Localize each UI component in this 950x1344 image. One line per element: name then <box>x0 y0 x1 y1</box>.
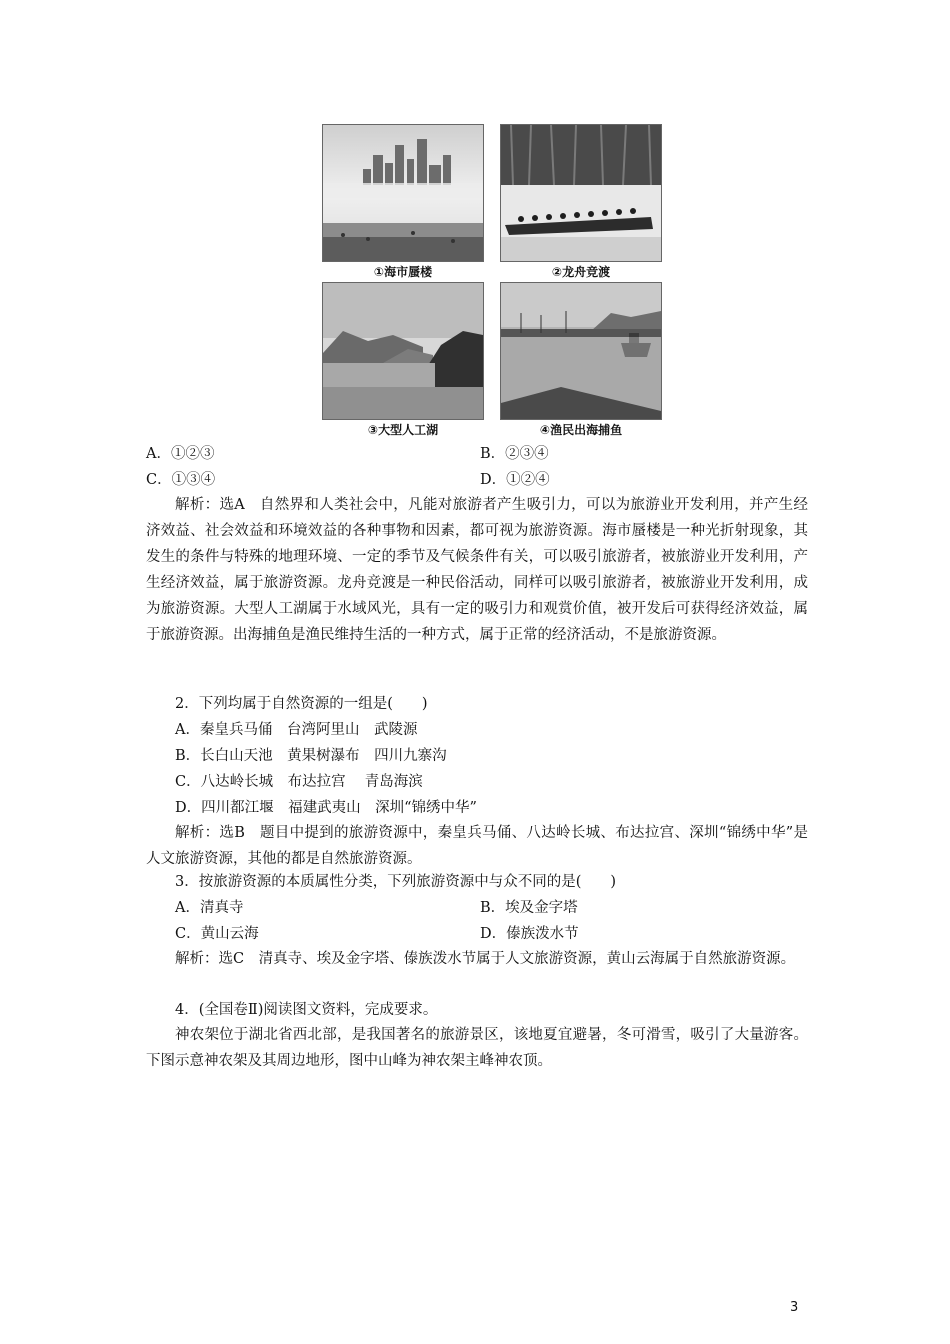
dragon-boat-image <box>500 124 662 262</box>
photo-fishing <box>500 282 662 440</box>
q1-analysis: 解析：选A 自然界和人类社会中，凡能对旅游者产生吸引力，可以为旅游业开发利用，并产生经济效益、社会效益和环境效益的各种事物和因素，都可视为旅游资源。海市蜃楼是一种光折射现象，其发生的条件与特殊的地理环境、一定的季节及气候条件有关，可以吸引旅游者，被旅游业开发利用，产生经济效益，属于旅游资源。龙舟竞渡是一种民俗活动，同样可以吸引旅游者，被旅游业开发利用，成为旅游资源。大型人工湖属于水域风光，具有一定的吸引力和观赏价值，被开发后可获得经济效益，属于旅游资源。出海捕鱼是渔民维持生活的一种方式，属于正常的经济活动，不是旅游资源。 <box>146 497 808 643</box>
q3-option-c: C．黄山云海 <box>175 926 259 942</box>
q3-option-b: B．埃及金字塔 <box>480 900 578 916</box>
q2-option-c: C．八达岭长城 布达拉宫 青岛海滨 <box>175 774 423 790</box>
q1-option-d: D．①②④ <box>480 472 550 488</box>
caption-4: ④渔民出海捕鱼 <box>539 423 623 437</box>
q2-option-b: B．长白山天池 黄果树瀑布 四川九寨沟 <box>175 748 447 764</box>
q3-analysis: 解析：选C 清真寺、埃及金字塔、傣族泼水节属于人文旅游资源，黄山云海属于自然旅游资源。 <box>175 951 796 967</box>
q4-material: 神农架位于湖北省西北部，是我国著名的旅游景区，该地夏宜避暑，冬可滑雪，吸引了大量游客。下图示意神农架及其周边地形，图中山峰为神农架主峰神农顶。 <box>146 1027 808 1069</box>
q1-option-a: A．①②③ <box>146 446 215 462</box>
photo-mirage <box>322 124 484 282</box>
q4-stem: 4．(全国卷Ⅱ)阅读图文资料，完成要求。 <box>175 1002 438 1018</box>
mirage-image <box>322 124 484 262</box>
caption-3: ③大型人工湖 <box>367 423 439 437</box>
q2-option-d: D．四川都江堰 福建武夷山 深圳“锦绣中华” <box>175 800 477 816</box>
q2-option-a: A．秦皇兵马俑 台湾阿里山 武陵源 <box>175 722 418 738</box>
photo-figure <box>322 124 664 442</box>
artificial-lake-image <box>322 282 484 420</box>
q2-analysis: 解析：选B 题目中提到的旅游资源中，秦皇兵马俑、八达岭长城、布达拉宫、深圳“锦绣中华”是人文旅游资源，其他的都是自然旅游资源。 <box>146 825 808 867</box>
caption-2: ②龙舟竞渡 <box>551 265 611 279</box>
caption-1: ①海市蜃楼 <box>373 265 433 279</box>
q3-option-d: D．傣族泼水节 <box>480 926 579 942</box>
q2-stem: 2．下列均属于自然资源的一组是( ) <box>175 696 428 712</box>
photo-dragon-boat <box>500 124 662 282</box>
photo-artificial-lake <box>322 282 484 440</box>
q1-option-c: C．①③④ <box>146 472 216 488</box>
q3-stem: 3．按旅游资源的本质属性分类，下列旅游资源中与众不同的是( ) <box>175 874 617 890</box>
page-number: 3 <box>790 1300 799 1315</box>
q1-option-b: B．②③④ <box>480 446 549 462</box>
fishing-image <box>500 282 662 420</box>
q3-option-a: A．清真寺 <box>175 900 244 916</box>
